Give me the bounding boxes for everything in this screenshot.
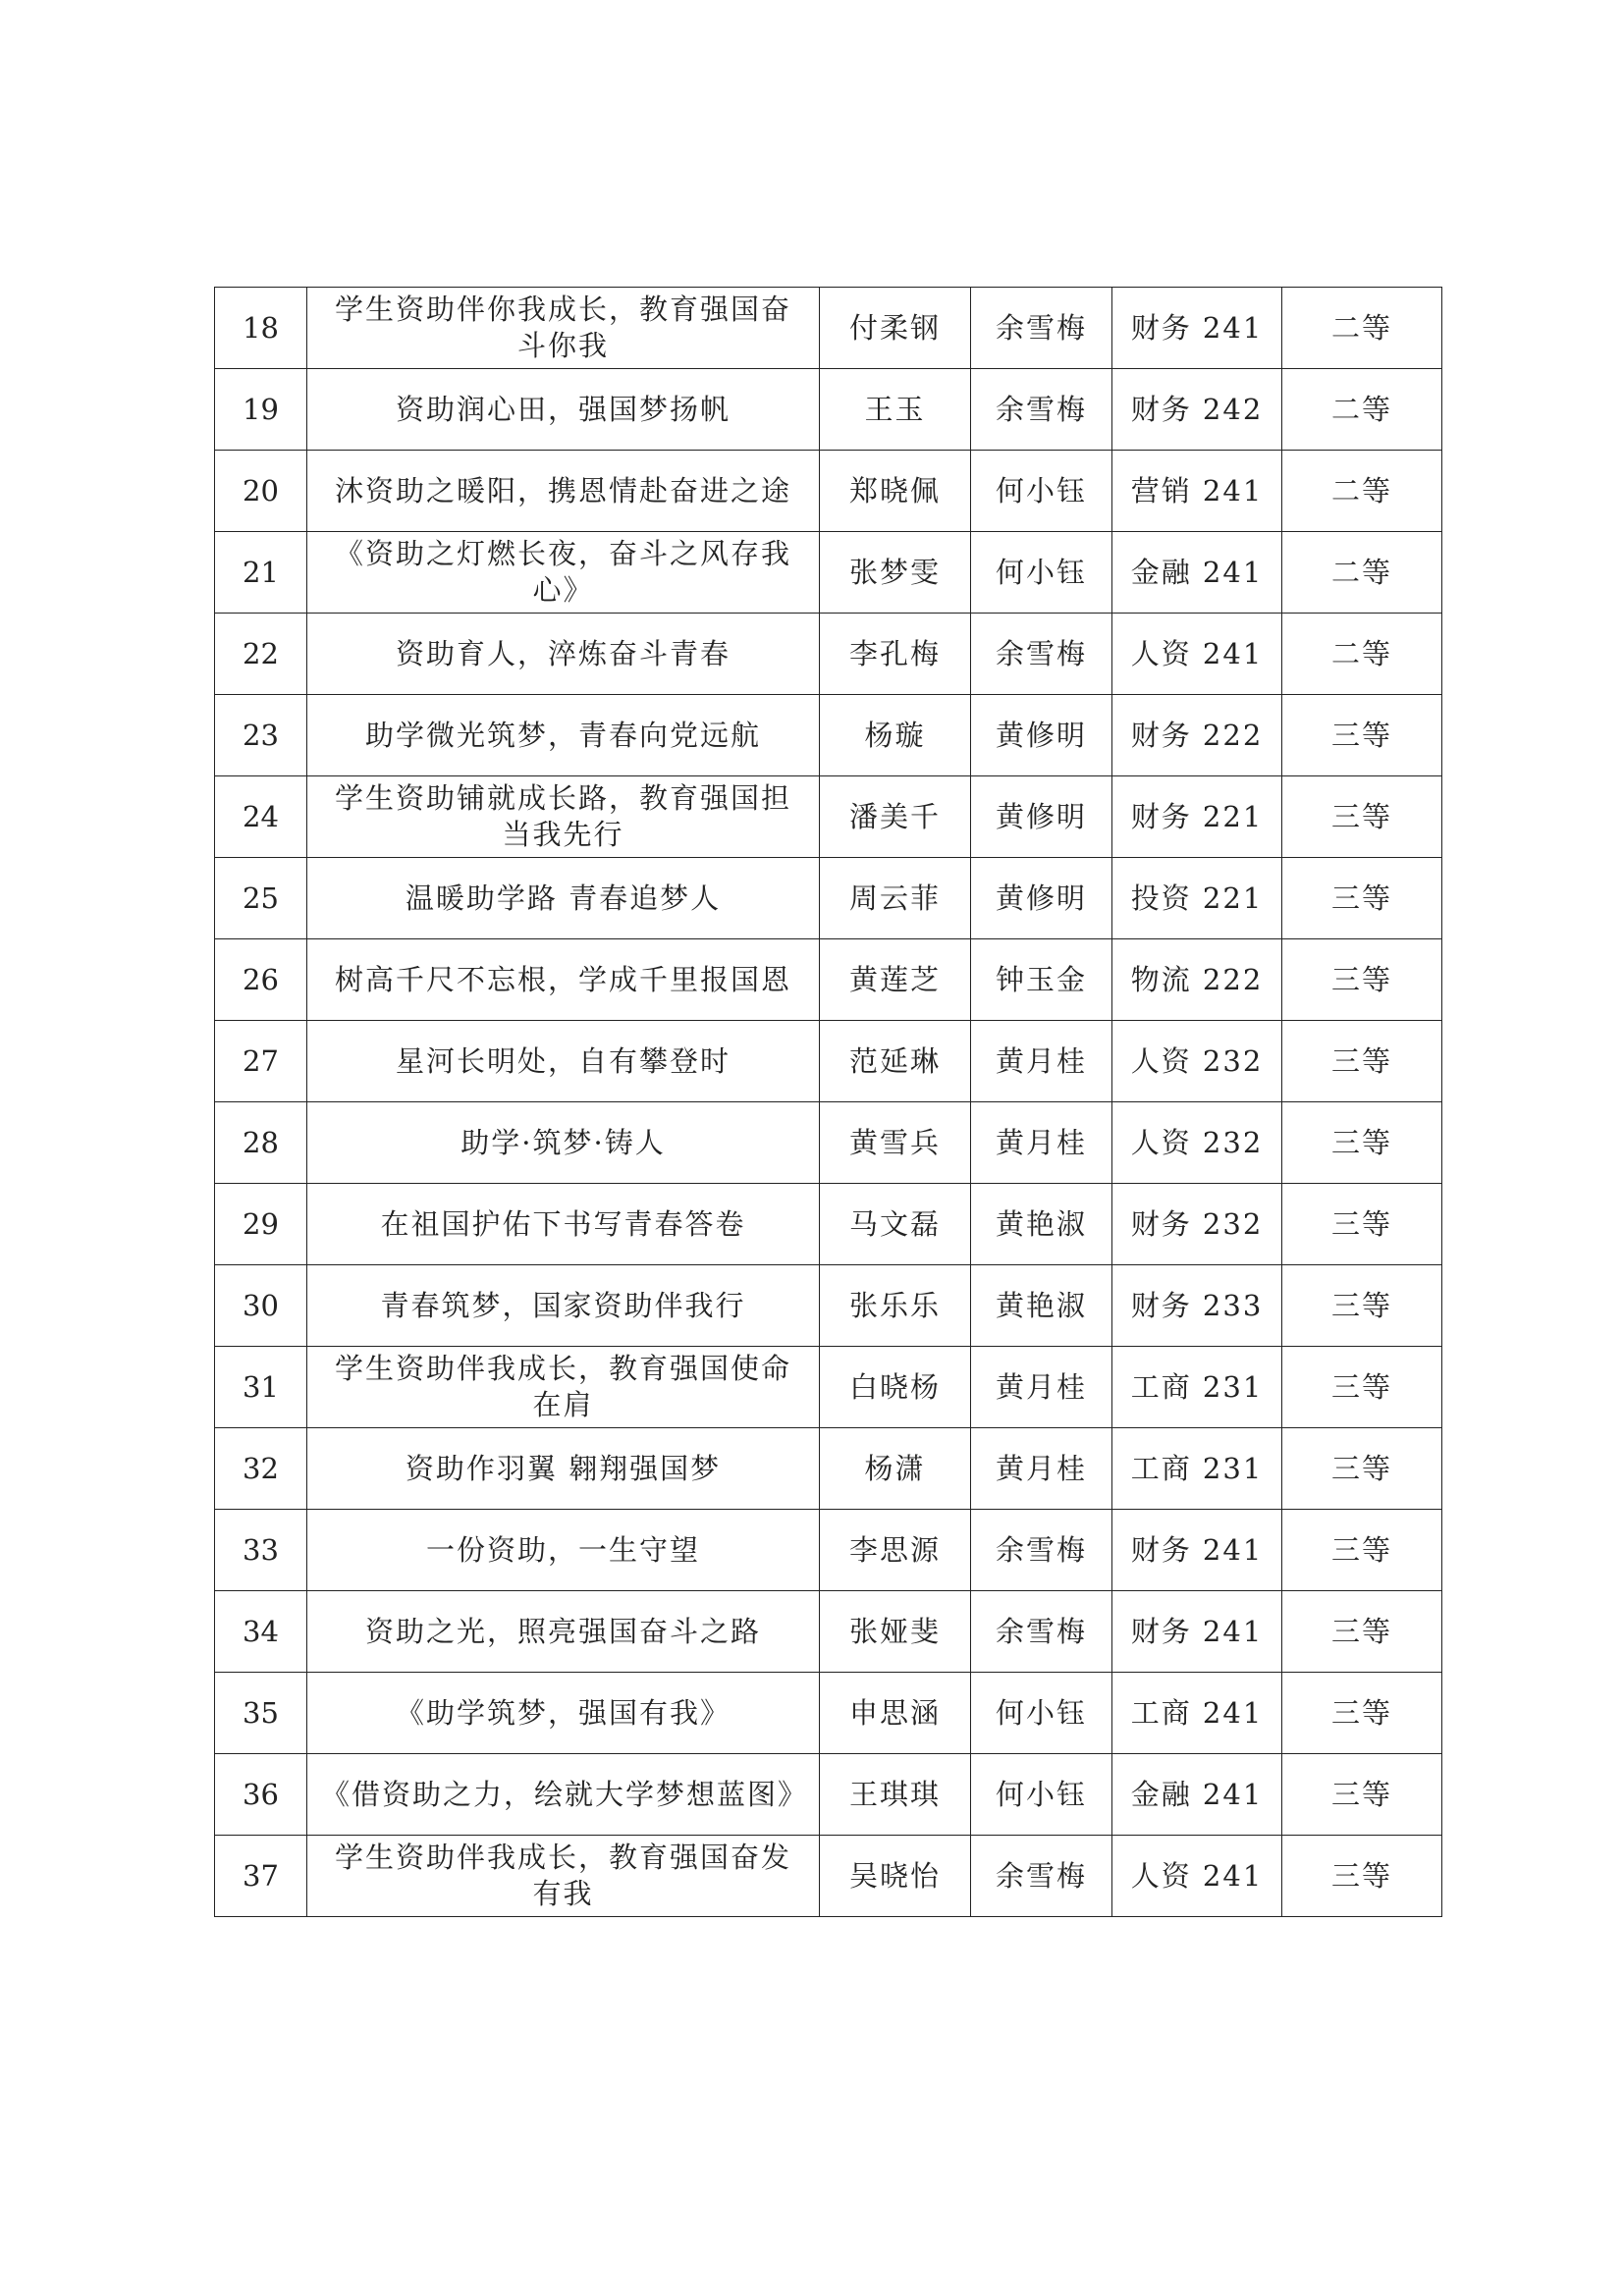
entry-title-cell: [307, 1347, 820, 1428]
entry-title-cell: [307, 1673, 820, 1754]
entry-title-cell: [307, 1591, 820, 1673]
author-text: 付柔钢: [848, 310, 941, 345]
row-number-text: 31: [243, 1369, 279, 1404]
table-row: [215, 1510, 1442, 1591]
class-cell: [1112, 288, 1282, 369]
teacher-cell: [971, 939, 1112, 1021]
row-number-text: 35: [243, 1695, 279, 1730]
award-level-text: 二等: [1330, 636, 1392, 670]
table-row: [215, 695, 1442, 776]
teacher-cell: [971, 614, 1112, 695]
award-level-text: 三等: [1330, 1288, 1392, 1322]
author-text: 马文磊: [848, 1206, 941, 1241]
class-text: 财务 233: [1130, 1288, 1264, 1322]
class-text: 金融 241: [1130, 1777, 1264, 1811]
class-text: 财务 222: [1130, 718, 1264, 752]
teacher-text: 余雪梅: [995, 1858, 1087, 1893]
award-level-text: 三等: [1330, 1369, 1392, 1404]
award-level-cell: [1282, 1265, 1442, 1347]
entry-title-cell: [307, 532, 820, 614]
entry-title-text: 一份资助，一生守望: [425, 1532, 700, 1567]
author-cell: [820, 369, 971, 451]
row-number-text: 24: [243, 799, 279, 833]
table-row: [215, 1428, 1442, 1510]
row-number-cell: [215, 614, 307, 695]
table-row: [215, 1102, 1442, 1184]
author-text: 白晓杨: [848, 1369, 941, 1404]
class-cell: [1112, 1591, 1282, 1673]
entry-title-text: 资助之光，照亮强国奋斗之路: [364, 1614, 761, 1648]
table-row: [215, 858, 1442, 939]
entry-title-cell: [307, 451, 820, 532]
entry-title-text: 《资助之灯燃长夜，奋斗之风存我心》: [334, 537, 791, 607]
table-row: [215, 1265, 1442, 1347]
award-level-cell: [1282, 858, 1442, 939]
author-text: 张娅斐: [848, 1614, 941, 1648]
entry-title-text: 学生资助伴我成长，教育强国使命在肩: [334, 1352, 791, 1421]
author-text: 王琪琪: [848, 1777, 941, 1811]
row-number-text: 19: [243, 392, 279, 426]
award-level-cell: [1282, 695, 1442, 776]
award-level-text: 三等: [1330, 1614, 1392, 1648]
author-text: 杨璇: [864, 718, 926, 752]
teacher-text: 余雪梅: [995, 1532, 1087, 1567]
award-level-text: 三等: [1330, 962, 1392, 996]
class-cell: [1112, 1510, 1282, 1591]
class-cell: [1112, 614, 1282, 695]
class-cell: [1112, 1184, 1282, 1265]
class-cell: [1112, 939, 1282, 1021]
table-row: [215, 451, 1442, 532]
award-level-text: 二等: [1330, 310, 1392, 345]
class-text: 物流 222: [1130, 962, 1264, 996]
entry-title-cell: [307, 369, 820, 451]
entry-title-cell: [307, 1428, 820, 1510]
row-number-cell: [215, 1021, 307, 1102]
entry-title-cell: [307, 1836, 820, 1917]
class-text: 财务 221: [1130, 799, 1264, 833]
row-number-text: 25: [243, 881, 279, 915]
author-cell: [820, 451, 971, 532]
class-text: 财务 241: [1130, 1532, 1264, 1567]
teacher-cell: [971, 1428, 1112, 1510]
entry-title-text: 《借资助之力，绘就大学梦想蓝图》: [321, 1777, 809, 1811]
class-cell: [1112, 369, 1282, 451]
table-row: [215, 1021, 1442, 1102]
entry-title-cell: [307, 1021, 820, 1102]
award-level-cell: [1282, 1347, 1442, 1428]
award-level-cell: [1282, 1591, 1442, 1673]
row-number-text: 21: [243, 555, 279, 589]
teacher-cell: [971, 1754, 1112, 1836]
teacher-cell: [971, 1347, 1112, 1428]
teacher-text: 何小钰: [995, 1695, 1087, 1730]
teacher-text: 何小钰: [995, 473, 1087, 507]
teacher-text: 黄艳淑: [995, 1206, 1087, 1241]
row-number-text: 27: [243, 1043, 279, 1078]
class-text: 人资 232: [1130, 1125, 1264, 1159]
author-cell: [820, 1673, 971, 1754]
class-cell: [1112, 1754, 1282, 1836]
author-cell: [820, 1021, 971, 1102]
entry-title-text: 资助育人，淬炼奋斗青春: [395, 636, 731, 670]
award-level-cell: [1282, 288, 1442, 369]
author-cell: [820, 1754, 971, 1836]
row-number-cell: [215, 939, 307, 1021]
author-cell: [820, 1428, 971, 1510]
entry-title-cell: [307, 695, 820, 776]
teacher-text: 余雪梅: [995, 1614, 1087, 1648]
teacher-text: 钟玉金: [995, 962, 1087, 996]
teacher-text: 何小钰: [995, 555, 1087, 589]
row-number-cell: [215, 1510, 307, 1591]
award-level-cell: [1282, 776, 1442, 858]
row-number-cell: [215, 1184, 307, 1265]
award-level-text: 三等: [1330, 1858, 1392, 1893]
teacher-cell: [971, 1102, 1112, 1184]
teacher-cell: [971, 369, 1112, 451]
award-level-cell: [1282, 1021, 1442, 1102]
row-number-text: 33: [243, 1532, 279, 1567]
award-level-text: 三等: [1330, 1451, 1392, 1485]
entry-title-text: 《助学筑梦，强国有我》: [395, 1695, 731, 1730]
entry-title-text: 资助作羽翼 翱翔强国梦: [405, 1451, 722, 1485]
row-number-cell: [215, 1591, 307, 1673]
table-row: [215, 939, 1442, 1021]
row-number-text: 37: [243, 1858, 279, 1893]
award-level-text: 三等: [1330, 1206, 1392, 1241]
row-number-cell: [215, 1673, 307, 1754]
author-cell: [820, 1184, 971, 1265]
teacher-cell: [971, 695, 1112, 776]
entry-title-text: 资助润心田，强国梦扬帆: [395, 392, 731, 426]
row-number-text: 34: [243, 1614, 279, 1648]
entry-title-cell: [307, 288, 820, 369]
award-level-text: 三等: [1330, 1532, 1392, 1567]
entry-title-text: 沐资助之暖阳，携恩情赴奋进之途: [334, 473, 791, 507]
table-row: [215, 1754, 1442, 1836]
award-level-cell: [1282, 369, 1442, 451]
entry-title-text: 青春筑梦，国家资助伴我行: [380, 1288, 746, 1322]
author-cell: [820, 1836, 971, 1917]
entry-title-text: 树高千尺不忘根，学成千里报国恩: [334, 962, 791, 996]
teacher-text: 黄修明: [995, 718, 1087, 752]
class-text: 财务 242: [1130, 392, 1264, 426]
class-cell: [1112, 451, 1282, 532]
teacher-cell: [971, 288, 1112, 369]
row-number-cell: [215, 1347, 307, 1428]
entry-title-cell: [307, 1184, 820, 1265]
award-level-text: 三等: [1330, 1125, 1392, 1159]
teacher-cell: [971, 1591, 1112, 1673]
class-cell: [1112, 1347, 1282, 1428]
class-text: 人资 241: [1130, 636, 1264, 670]
row-number-text: 26: [243, 962, 279, 996]
entry-title-text: 学生资助伴我成长，教育强国奋发有我: [334, 1841, 791, 1910]
author-text: 黄莲芝: [848, 962, 941, 996]
author-cell: [820, 695, 971, 776]
row-number-text: 28: [243, 1125, 279, 1159]
class-cell: [1112, 1836, 1282, 1917]
award-level-cell: [1282, 1754, 1442, 1836]
class-cell: [1112, 1021, 1282, 1102]
teacher-cell: [971, 532, 1112, 614]
award-level-cell: [1282, 1102, 1442, 1184]
table-body: [215, 288, 1442, 1917]
class-text: 财务 241: [1130, 310, 1264, 345]
class-text: 工商 231: [1130, 1369, 1264, 1404]
author-text: 张乐乐: [848, 1288, 941, 1322]
class-cell: [1112, 858, 1282, 939]
row-number-cell: [215, 1428, 307, 1510]
entry-title-cell: [307, 939, 820, 1021]
author-cell: [820, 288, 971, 369]
author-cell: [820, 1510, 971, 1591]
row-number-cell: [215, 288, 307, 369]
author-cell: [820, 614, 971, 695]
row-number-text: 29: [243, 1206, 279, 1241]
award-level-text: 二等: [1330, 473, 1392, 507]
teacher-text: 黄艳淑: [995, 1288, 1087, 1322]
entry-title-cell: [307, 1102, 820, 1184]
class-cell: [1112, 1102, 1282, 1184]
entry-title-cell: [307, 858, 820, 939]
author-cell: [820, 532, 971, 614]
award-level-cell: [1282, 1836, 1442, 1917]
class-text: 财务 241: [1130, 1614, 1264, 1648]
teacher-text: 黄月桂: [995, 1125, 1087, 1159]
award-level-text: 三等: [1330, 1695, 1392, 1730]
class-text: 投资 221: [1130, 881, 1264, 915]
row-number-cell: [215, 776, 307, 858]
class-cell: [1112, 695, 1282, 776]
row-number-text: 32: [243, 1451, 279, 1485]
teacher-text: 黄月桂: [995, 1369, 1087, 1404]
entry-title-cell: [307, 776, 820, 858]
table-row: [215, 369, 1442, 451]
row-number-cell: [215, 858, 307, 939]
teacher-cell: [971, 451, 1112, 532]
teacher-cell: [971, 776, 1112, 858]
award-level-cell: [1282, 1673, 1442, 1754]
teacher-cell: [971, 858, 1112, 939]
entry-title-cell: [307, 1754, 820, 1836]
teacher-text: 黄月桂: [995, 1451, 1087, 1485]
table-row: [215, 1591, 1442, 1673]
author-text: 潘美千: [848, 799, 941, 833]
class-cell: [1112, 1265, 1282, 1347]
award-level-text: 二等: [1330, 392, 1392, 426]
award-level-cell: [1282, 532, 1442, 614]
row-number-cell: [215, 451, 307, 532]
teacher-cell: [971, 1510, 1112, 1591]
author-text: 李孔梅: [848, 636, 941, 670]
author-cell: [820, 939, 971, 1021]
teacher-text: 黄修明: [995, 881, 1087, 915]
class-cell: [1112, 1428, 1282, 1510]
row-number-cell: [215, 532, 307, 614]
row-number-cell: [215, 695, 307, 776]
entry-title-cell: [307, 614, 820, 695]
entry-title-text: 助学·筑梦·铸人: [460, 1125, 666, 1159]
author-text: 杨潇: [864, 1451, 926, 1485]
teacher-text: 黄月桂: [995, 1043, 1087, 1078]
teacher-text: 余雪梅: [995, 310, 1087, 345]
class-text: 工商 241: [1130, 1695, 1264, 1730]
row-number-text: 18: [243, 310, 279, 345]
row-number-cell: [215, 1265, 307, 1347]
teacher-cell: [971, 1836, 1112, 1917]
row-number-cell: [215, 1836, 307, 1917]
table-row: [215, 614, 1442, 695]
author-cell: [820, 776, 971, 858]
table-row: [215, 1347, 1442, 1428]
author-cell: [820, 1591, 971, 1673]
entry-title-text: 在祖国护佑下书写青春答卷: [380, 1206, 746, 1241]
class-cell: [1112, 532, 1282, 614]
author-text: 范延琳: [848, 1043, 941, 1078]
author-text: 郑晓佩: [848, 473, 941, 507]
author-text: 周云菲: [848, 881, 941, 915]
author-cell: [820, 858, 971, 939]
table-row: [215, 1836, 1442, 1917]
row-number-text: 30: [243, 1288, 279, 1322]
author-cell: [820, 1265, 971, 1347]
class-text: 营销 241: [1130, 473, 1264, 507]
row-number-text: 20: [243, 473, 279, 507]
teacher-text: 何小钰: [995, 1777, 1087, 1811]
author-cell: [820, 1347, 971, 1428]
entry-title-cell: [307, 1265, 820, 1347]
award-level-text: 三等: [1330, 881, 1392, 915]
row-number-cell: [215, 1754, 307, 1836]
teacher-text: 余雪梅: [995, 636, 1087, 670]
table-row: [215, 532, 1442, 614]
entry-title-cell: [307, 1510, 820, 1591]
class-text: 工商 231: [1130, 1451, 1264, 1485]
entry-title-text: 学生资助伴你我成长，教育强国奋斗你我: [334, 293, 791, 362]
entry-title-text: 温暖助学路 青春追梦人: [405, 881, 722, 915]
class-cell: [1112, 1673, 1282, 1754]
award-table: [214, 287, 1442, 1917]
entry-title-text: 星河长明处，自有攀登时: [395, 1043, 731, 1078]
teacher-cell: [971, 1184, 1112, 1265]
author-text: 张梦雯: [848, 555, 941, 589]
teacher-text: 黄修明: [995, 799, 1087, 833]
entry-title-text: 助学微光筑梦，青春向党远航: [364, 718, 761, 752]
teacher-cell: [971, 1021, 1112, 1102]
author-text: 李思源: [848, 1532, 941, 1567]
row-number-cell: [215, 369, 307, 451]
row-number-text: 23: [243, 718, 279, 752]
award-level-cell: [1282, 614, 1442, 695]
class-text: 财务 232: [1130, 1206, 1264, 1241]
class-text: 人资 232: [1130, 1043, 1264, 1078]
entry-title-text: 学生资助铺就成长路，教育强国担当我先行: [334, 781, 791, 851]
author-text: 吴晓怡: [848, 1858, 941, 1893]
class-text: 金融 241: [1130, 555, 1264, 589]
author-text: 王玉: [864, 392, 926, 426]
class-cell: [1112, 776, 1282, 858]
award-level-cell: [1282, 451, 1442, 532]
table-row: [215, 1673, 1442, 1754]
award-level-text: 三等: [1330, 718, 1392, 752]
table-row: [215, 288, 1442, 369]
award-level-text: 三等: [1330, 1043, 1392, 1078]
class-text: 人资 241: [1130, 1858, 1264, 1893]
teacher-cell: [971, 1673, 1112, 1754]
author-cell: [820, 1102, 971, 1184]
award-level-cell: [1282, 1428, 1442, 1510]
award-level-cell: [1282, 939, 1442, 1021]
teacher-text: 余雪梅: [995, 392, 1087, 426]
table-row: [215, 1184, 1442, 1265]
award-level-cell: [1282, 1184, 1442, 1265]
table-row: [215, 776, 1442, 858]
row-number-text: 22: [243, 636, 279, 670]
award-level-cell: [1282, 1510, 1442, 1591]
award-level-text: 三等: [1330, 799, 1392, 833]
teacher-cell: [971, 1265, 1112, 1347]
row-number-text: 36: [243, 1777, 279, 1811]
award-level-text: 二等: [1330, 555, 1392, 589]
author-text: 黄雪兵: [848, 1125, 941, 1159]
award-level-text: 三等: [1330, 1777, 1392, 1811]
row-number-cell: [215, 1102, 307, 1184]
author-text: 申思涵: [848, 1695, 941, 1730]
